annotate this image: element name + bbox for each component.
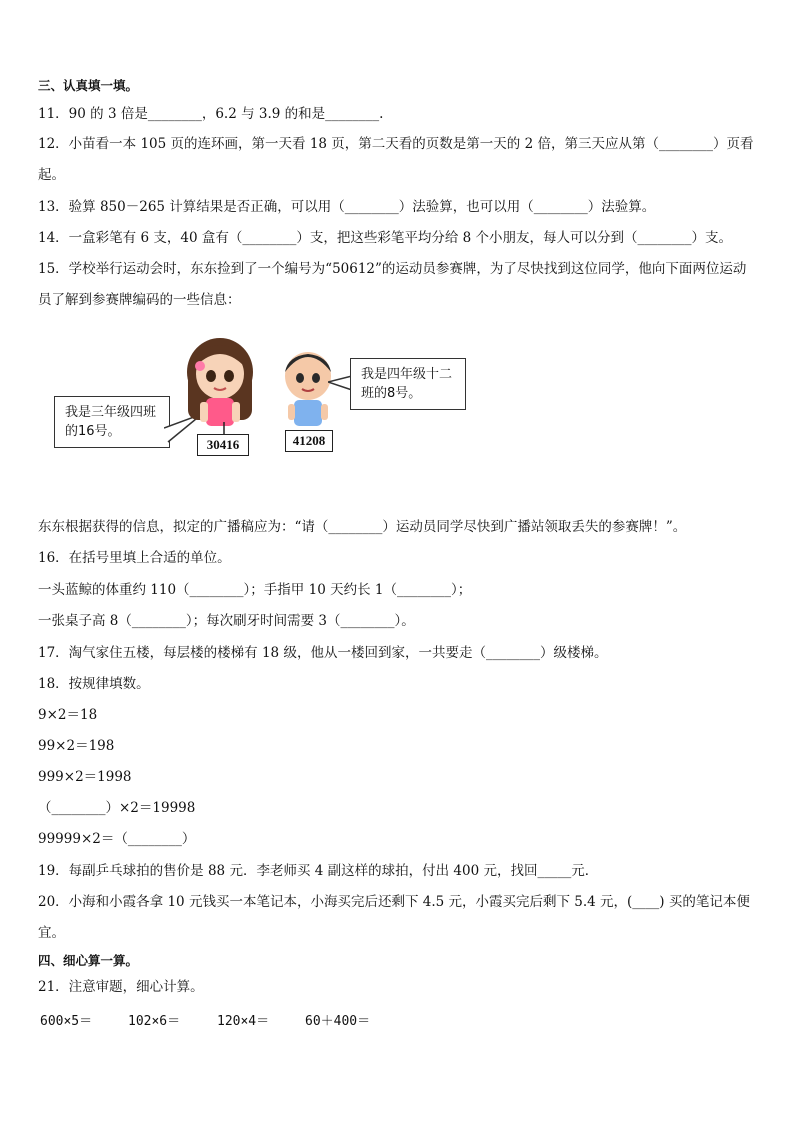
- question-20-line1: 20．小海和小霞各拿 10 元钱买一本笔记本，小海买完后还剩下 4.5 元，小霞买完后剩下 5.4 元，(____) 买的笔记本便: [38, 894, 750, 910]
- question-12-line1: 12．小苗看一本 105 页的连环画，第一天看 18 页，第二天看的页数是第一天的 2 倍，第三天应从第（________）页看: [38, 136, 754, 152]
- girl-speech-bubble: 我是三年级四班的16号。: [54, 396, 170, 448]
- question-15-line1: 15．学校举行运动会时，东东捡到了一个编号为“50612”的运动员参赛牌，为了尽快找到这位同学，他向下面两位运动: [38, 261, 747, 277]
- student-illustration: [52, 336, 472, 466]
- pattern-line-4: （________）×2＝19998: [38, 800, 196, 816]
- question-16-part-a: 一头蓝鲸的体重约 110（________）；手指甲 10 天约长 1（________）；: [38, 582, 472, 598]
- section-4-title: 四、细心算一算。: [38, 953, 139, 968]
- pattern-line-5: 99999×2＝（________）: [38, 831, 196, 847]
- calc-item-1: 600×5＝: [40, 1014, 93, 1029]
- question-16-part-b: 一张桌子高 8（________）；每次刷牙时间需要 3（________）。: [38, 613, 415, 629]
- section-3-title: 三、认真填一填。: [38, 78, 139, 93]
- question-11: 11．90 的 3 倍是________，6.2 与 3.9 的和是________.: [38, 106, 384, 122]
- boy-badge: 41208: [285, 430, 333, 452]
- question-16: 16．在括号里填上合适的单位。: [38, 550, 231, 566]
- question-21: 21．注意审题，细心计算。: [38, 979, 204, 995]
- question-15-line3: 东东根据获得的信息，拟定的广播稿应为：“请（________）运动员同学尽快到广播站领取丢失的参赛牌！”。: [38, 519, 687, 535]
- question-20-line2: 宜。: [38, 925, 65, 941]
- girl-figure: [180, 336, 260, 436]
- question-15-line2: 员了解到参赛牌编码的一些信息：: [38, 292, 241, 308]
- calc-item-2: 102×6＝: [128, 1014, 181, 1029]
- question-17: 17．淘气家住五楼，每层楼的楼梯有 18 级，他从一楼回到家，一共要走（________）级楼梯。: [38, 645, 608, 661]
- pattern-line-3: 999×2＝1998: [38, 769, 132, 785]
- question-12-line2: 起。: [38, 167, 65, 183]
- boy-speech-bubble: 我是四年级十二班的8号。: [350, 358, 466, 410]
- girl-badge-string: [214, 422, 234, 436]
- question-18: 18．按规律填数。: [38, 676, 150, 692]
- question-13: 13．验算 850－265 计算结果是否正确，可以用（________）法验算，也可以用（________）法验算。: [38, 199, 656, 215]
- girl-badge: 30416: [197, 434, 249, 456]
- pattern-line-1: 9×2＝18: [38, 707, 98, 723]
- question-14: 14．一盒彩笔有 6 支，40 盒有（________）支，把这些彩笔平均分给 8 个小朋友，每人可以分到（________）支。: [38, 230, 732, 246]
- calc-item-3: 120×4＝: [217, 1014, 270, 1029]
- pattern-line-2: 99×2＝198: [38, 738, 115, 754]
- calc-item-4: 60＋400＝: [305, 1014, 371, 1029]
- question-19: 19．每副乒乓球拍的售价是 88 元．李老师买 4 副这样的球拍，付出 400 元，找回_____元．: [38, 863, 599, 879]
